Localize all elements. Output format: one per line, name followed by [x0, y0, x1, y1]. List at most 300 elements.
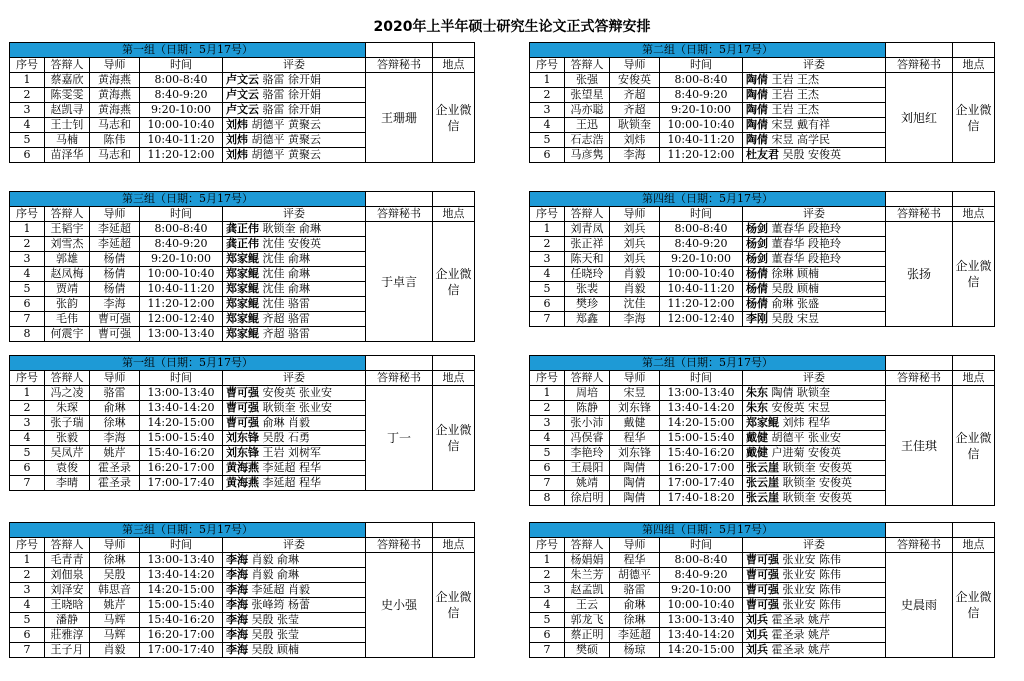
cell-index: 5	[530, 282, 565, 297]
cell-advisor: 杨倩	[90, 282, 140, 297]
cell-defender: 王迅	[565, 118, 610, 133]
group-title-blank	[886, 192, 953, 207]
cell-defender: 蔡嘉欣	[45, 73, 90, 88]
cell-defender: 吴凤芹	[45, 446, 90, 461]
cell-judges	[743, 133, 886, 148]
cell-judges	[223, 598, 366, 613]
judge-chair: 刘炜	[226, 118, 248, 131]
cell-judges	[743, 252, 886, 267]
judge-chair: 杨倩	[746, 297, 768, 310]
schedule-table	[9, 355, 475, 491]
column-header: 导师	[90, 207, 140, 222]
cell-location: 企业微信	[433, 386, 475, 491]
column-header: 答辩人	[45, 58, 90, 73]
column-header: 答辩秘书	[886, 58, 953, 73]
cell-advisor: 刘东锋	[610, 446, 660, 461]
judge-members: 沈佳 骆雷	[262, 297, 310, 310]
cell-index: 6	[10, 628, 45, 643]
cell-secretary: 王佳琪	[886, 386, 953, 506]
cell-judges	[743, 73, 886, 88]
cell-advisor: 刘兵	[610, 237, 660, 252]
schedule-table	[529, 191, 995, 327]
group-title-blank	[433, 192, 475, 207]
cell-time: 8:00-8:40	[660, 73, 743, 88]
cell-time: 11:20-12:00	[140, 148, 223, 163]
group-table	[9, 42, 475, 163]
judge-members: 沈佳 俞琳	[262, 267, 310, 280]
group-table	[529, 191, 995, 327]
cell-time: 11:20-12:00	[140, 297, 223, 312]
cell-time: 10:00-10:40	[660, 267, 743, 282]
judge-members: 户进菊 安俊英	[771, 446, 841, 459]
judge-chair: 曹可强	[226, 416, 259, 429]
judge-chair: 黄海燕	[226, 461, 259, 474]
cell-defender: 刘泽安	[45, 583, 90, 598]
cell-time: 8:40-9:20	[660, 237, 743, 252]
cell-index: 5	[10, 446, 45, 461]
cell-time: 9:20-10:00	[660, 583, 743, 598]
cell-judges	[743, 476, 886, 491]
judge-chair: 陶倩	[746, 103, 768, 116]
cell-time: 13:40-14:20	[140, 568, 223, 583]
cell-time: 10:40-11:20	[140, 282, 223, 297]
judge-chair: 杨剑	[746, 222, 768, 235]
judge-chair: 郑家鲲	[226, 312, 259, 325]
judge-members: 王岩 王杰	[771, 73, 819, 86]
judge-members: 沈佳 俞琳	[262, 252, 310, 265]
cell-defender: 刘青凤	[565, 222, 610, 237]
judge-chair: 曹可强	[226, 386, 259, 399]
judge-chair: 曹可强	[746, 598, 779, 611]
cell-index: 7	[10, 476, 45, 491]
cell-time: 10:00-10:40	[660, 118, 743, 133]
table-row	[10, 553, 475, 568]
judge-members: 安俊英 宋昱	[771, 401, 830, 414]
cell-defender: 朱兰芳	[565, 568, 610, 583]
cell-time: 17:00-17:40	[660, 476, 743, 491]
cell-judges	[223, 628, 366, 643]
cell-judges	[223, 386, 366, 401]
judge-chair: 卢文云	[226, 88, 259, 101]
cell-defender: 张小沛	[565, 416, 610, 431]
judge-chair: 黄海燕	[226, 476, 259, 489]
cell-judges	[743, 297, 886, 312]
cell-index: 4	[10, 267, 45, 282]
cell-index: 6	[530, 628, 565, 643]
cell-defender: 陈静	[565, 401, 610, 416]
group-title-blank	[366, 523, 433, 538]
cell-judges	[223, 643, 366, 658]
cell-defender: 王晓晗	[45, 598, 90, 613]
column-header: 地点	[433, 207, 475, 222]
cell-defender: 王士钊	[45, 118, 90, 133]
column-header: 地点	[953, 207, 995, 222]
column-header-row	[10, 538, 475, 553]
cell-judges	[223, 222, 366, 237]
cell-advisor: 杨琼	[610, 643, 660, 658]
cell-index: 3	[10, 583, 45, 598]
group-title-row	[530, 43, 995, 58]
cell-time: 8:00-8:40	[660, 222, 743, 237]
judge-chair: 戴健	[746, 431, 768, 444]
column-header: 导师	[90, 538, 140, 553]
cell-index: 8	[10, 327, 45, 342]
cell-advisor: 肖毅	[90, 643, 140, 658]
cell-index: 4	[10, 118, 45, 133]
judge-chair: 朱东	[746, 386, 768, 399]
cell-judges	[743, 282, 886, 297]
cell-index: 2	[530, 237, 565, 252]
schedule-table	[9, 191, 475, 342]
cell-defender: 马楠	[45, 133, 90, 148]
judge-chair: 刘炜	[226, 133, 248, 146]
cell-index: 4	[530, 267, 565, 282]
judge-members: 王岩 王杰	[771, 88, 819, 101]
judge-chair: 朱东	[746, 401, 768, 414]
judge-chair: 杜友君	[746, 148, 779, 161]
column-header: 评委	[223, 538, 366, 553]
cell-defender: 毛青青	[45, 553, 90, 568]
cell-defender: 袁俊	[45, 461, 90, 476]
cell-judges	[743, 312, 886, 327]
cell-index: 4	[10, 598, 45, 613]
cell-judges	[743, 446, 886, 461]
page-title: 2020年上半年硕士研究生论文正式答辩安排	[373, 19, 651, 35]
judge-members: 张业安 陈伟	[782, 553, 841, 566]
judge-members: 陶倩 耿锁奎	[771, 386, 830, 399]
cell-judges	[223, 613, 366, 628]
cell-time: 14:20-15:00	[140, 583, 223, 598]
cell-index: 2	[10, 88, 45, 103]
cell-advisor: 黄海燕	[90, 88, 140, 103]
cell-defender: 冯亦聪	[565, 103, 610, 118]
group-table	[529, 355, 995, 506]
judge-members: 李延超 肖毅	[251, 583, 310, 596]
column-header: 答辩秘书	[886, 207, 953, 222]
cell-defender: 周培	[565, 386, 610, 401]
judge-members: 吴殷 张莹	[251, 613, 299, 626]
judge-members: 刘炜 程华	[782, 416, 830, 429]
cell-advisor: 耿锁奎	[610, 118, 660, 133]
cell-judges	[223, 553, 366, 568]
table-row	[10, 386, 475, 401]
judge-members: 王岩 刘树军	[262, 446, 321, 459]
cell-judges	[743, 386, 886, 401]
cell-defender: 苗泽华	[45, 148, 90, 163]
table-row	[530, 386, 995, 401]
column-header: 答辩人	[565, 207, 610, 222]
cell-advisor: 吴殷	[90, 568, 140, 583]
cell-time: 9:20-10:00	[660, 252, 743, 267]
column-header: 评委	[743, 58, 886, 73]
cell-time: 15:40-16:20	[140, 613, 223, 628]
cell-time: 8:40-9:20	[660, 88, 743, 103]
column-header: 评委	[223, 371, 366, 386]
column-header: 序号	[10, 207, 45, 222]
cell-advisor: 李延超	[90, 222, 140, 237]
judge-members: 胡德平 黄聚云	[251, 133, 321, 146]
cell-advisor: 李海	[90, 431, 140, 446]
group-table	[529, 42, 995, 163]
cell-time: 9:20-10:00	[140, 252, 223, 267]
cell-index: 5	[530, 133, 565, 148]
cell-defender: 潘静	[45, 613, 90, 628]
cell-judges	[223, 446, 366, 461]
cell-index: 5	[10, 282, 45, 297]
cell-time: 13:00-13:40	[140, 386, 223, 401]
column-header: 时间	[140, 538, 223, 553]
cell-judges	[743, 628, 886, 643]
cell-advisor: 刘兵	[610, 222, 660, 237]
judge-members: 宋昱 高学民	[771, 133, 830, 146]
cell-advisor: 刘东锋	[610, 401, 660, 416]
cell-advisor: 骆雷	[610, 583, 660, 598]
cell-advisor: 程华	[610, 553, 660, 568]
cell-defender: 樊硕	[565, 643, 610, 658]
cell-defender: 刘雪杰	[45, 237, 90, 252]
group-title-row	[530, 523, 995, 538]
cell-index: 2	[530, 568, 565, 583]
schedule-table	[9, 42, 475, 163]
column-header: 序号	[530, 58, 565, 73]
judge-members: 肖毅 俞琳	[251, 568, 299, 581]
group-title-blank	[433, 356, 475, 371]
judge-chair: 杨倩	[746, 282, 768, 295]
cell-index: 5	[10, 613, 45, 628]
cell-location: 企业微信	[953, 73, 995, 163]
cell-judges	[223, 237, 366, 252]
judge-members: 骆雷 徐开娟	[262, 73, 321, 86]
cell-index: 1	[10, 386, 45, 401]
cell-defender: 张子瑞	[45, 416, 90, 431]
cell-advisor: 李海	[90, 297, 140, 312]
cell-defender: 王晨阳	[565, 461, 610, 476]
cell-advisor: 霍圣录	[90, 461, 140, 476]
cell-advisor: 徐琳	[610, 613, 660, 628]
group-title-blank	[366, 192, 433, 207]
cell-defender: 刘佃泉	[45, 568, 90, 583]
column-header: 导师	[90, 371, 140, 386]
table-row	[10, 73, 475, 88]
cell-index: 3	[10, 416, 45, 431]
judge-chair: 陶倩	[746, 133, 768, 146]
group-title-blank	[886, 356, 953, 371]
judge-chair: 卢文云	[226, 73, 259, 86]
cell-advisor: 黄海燕	[90, 103, 140, 118]
judge-members: 俞琳 肖毅	[262, 416, 310, 429]
cell-judges	[743, 118, 886, 133]
cell-index: 1	[530, 222, 565, 237]
cell-advisor: 徐琳	[90, 416, 140, 431]
judge-chair: 郑家鲲	[226, 252, 259, 265]
cell-advisor: 马辉	[90, 628, 140, 643]
cell-index: 2	[10, 568, 45, 583]
column-header: 评委	[223, 207, 366, 222]
cell-defender: 赵孟凯	[565, 583, 610, 598]
group-table	[9, 355, 475, 491]
column-header: 答辩人	[45, 538, 90, 553]
cell-judges	[223, 461, 366, 476]
group-title-blank	[433, 523, 475, 538]
judge-chair: 刘兵	[746, 643, 768, 656]
judge-members: 齐超 骆雷	[262, 312, 310, 325]
group-title-blank	[886, 43, 953, 58]
judge-chair: 郑家鲲	[746, 416, 779, 429]
column-header: 序号	[530, 371, 565, 386]
judge-chair: 张云崖	[746, 476, 779, 489]
cell-index: 1	[10, 553, 45, 568]
cell-time: 8:00-8:40	[140, 73, 223, 88]
judge-members: 吴殷 张莹	[251, 628, 299, 641]
cell-index: 1	[530, 386, 565, 401]
cell-judges	[743, 148, 886, 163]
cell-advisor: 姚芹	[90, 598, 140, 613]
group-title-row	[10, 43, 475, 58]
cell-time: 8:40-9:20	[140, 88, 223, 103]
cell-time: 10:00-10:40	[140, 267, 223, 282]
judge-members: 李延超 程华	[262, 461, 321, 474]
judge-chair: 张云崖	[746, 491, 779, 504]
cell-defender: 赵凯寻	[45, 103, 90, 118]
cell-judges	[743, 237, 886, 252]
cell-secretary: 张扬	[886, 222, 953, 327]
cell-secretary: 史小强	[366, 553, 433, 658]
judge-members: 吴殷 石勇	[262, 431, 310, 444]
judge-members: 霍圣录 姚芹	[771, 643, 830, 656]
cell-time: 10:40-11:20	[660, 133, 743, 148]
judge-members: 徐琳 顾楠	[771, 267, 819, 280]
cell-judges	[223, 267, 366, 282]
judge-members: 董春华 段艳玲	[771, 252, 841, 265]
cell-index: 5	[10, 133, 45, 148]
cell-index: 4	[530, 598, 565, 613]
judge-members: 耿锁奎 安俊英	[782, 491, 852, 504]
cell-judges	[223, 103, 366, 118]
cell-advisor: 陶倩	[610, 476, 660, 491]
cell-advisor: 程华	[610, 431, 660, 446]
column-header: 导师	[610, 371, 660, 386]
column-header-row	[10, 58, 475, 73]
cell-judges	[223, 252, 366, 267]
judge-members: 俞琳 张盛	[771, 297, 819, 310]
column-header: 序号	[10, 538, 45, 553]
cell-judges	[223, 118, 366, 133]
cell-index: 4	[10, 431, 45, 446]
cell-secretary: 于卓言	[366, 222, 433, 342]
judge-members: 齐超 骆雷	[262, 327, 310, 340]
cell-index: 3	[10, 252, 45, 267]
judge-members: 吴殷 顾楠	[771, 282, 819, 295]
cell-judges	[743, 401, 886, 416]
cell-advisor: 肖毅	[610, 282, 660, 297]
column-header: 评委	[743, 371, 886, 386]
column-header: 答辩人	[565, 371, 610, 386]
column-header: 时间	[140, 207, 223, 222]
judge-members: 肖毅 俞琳	[251, 553, 299, 566]
column-header: 答辩秘书	[366, 207, 433, 222]
cell-time: 17:40-18:20	[660, 491, 743, 506]
cell-advisor: 马志和	[90, 148, 140, 163]
cell-secretary: 王珊珊	[366, 73, 433, 163]
cell-time: 16:20-17:00	[660, 461, 743, 476]
cell-time: 9:20-10:00	[140, 103, 223, 118]
cell-advisor: 曹可强	[90, 327, 140, 342]
cell-judges	[743, 88, 886, 103]
cell-defender: 郭雄	[45, 252, 90, 267]
cell-defender: 张韵	[45, 297, 90, 312]
group-table	[9, 191, 475, 342]
cell-advisor: 霍圣录	[90, 476, 140, 491]
column-header-row	[530, 58, 995, 73]
cell-time: 13:00-13:40	[660, 613, 743, 628]
column-header: 答辩秘书	[366, 371, 433, 386]
cell-location: 企业微信	[433, 553, 475, 658]
cell-judges	[223, 401, 366, 416]
cell-index: 6	[10, 461, 45, 476]
column-header: 导师	[610, 538, 660, 553]
cell-index: 5	[530, 613, 565, 628]
cell-index: 6	[530, 297, 565, 312]
column-header: 答辩秘书	[886, 538, 953, 553]
judge-members: 耿锁奎 张业安	[262, 401, 332, 414]
cell-time: 13:40-14:20	[140, 401, 223, 416]
group-title-row	[530, 356, 995, 371]
column-header: 地点	[953, 538, 995, 553]
cell-defender: 毛伟	[45, 312, 90, 327]
cell-defender: 张裴	[565, 282, 610, 297]
cell-index: 1	[530, 553, 565, 568]
judge-members: 宋昱 戴有祥	[771, 118, 830, 131]
judge-members: 张业安 陈伟	[782, 568, 841, 581]
column-header-row	[530, 538, 995, 553]
cell-index: 7	[10, 312, 45, 327]
cell-defender: 马彦隽	[565, 148, 610, 163]
judge-members: 吴殷 顾楠	[251, 643, 299, 656]
cell-judges	[223, 583, 366, 598]
schedule-table	[9, 522, 475, 658]
cell-defender: 石志浩	[565, 133, 610, 148]
judge-members: 胡德平 张业安	[771, 431, 841, 444]
cell-judges	[743, 267, 886, 282]
cell-time: 10:00-10:40	[140, 118, 223, 133]
group-title-blank	[886, 523, 953, 538]
cell-time: 8:40-9:20	[660, 568, 743, 583]
cell-defender: 陈天和	[565, 252, 610, 267]
cell-judges	[743, 553, 886, 568]
cell-defender: 蔡正明	[565, 628, 610, 643]
table-row	[10, 222, 475, 237]
column-header: 评委	[223, 58, 366, 73]
cell-time: 15:00-15:40	[140, 431, 223, 446]
judge-chair: 曹可强	[746, 568, 779, 581]
judge-chair: 陶倩	[746, 118, 768, 131]
group-title: 第一组（日期：5月17号）	[10, 356, 366, 371]
cell-defender: 徐启明	[565, 491, 610, 506]
cell-defender: 王韬宇	[45, 222, 90, 237]
judge-members: 沈佳 安俊英	[262, 237, 321, 250]
cell-defender: 王云	[565, 598, 610, 613]
judge-chair: 郑家鲲	[226, 327, 259, 340]
cell-time: 15:40-16:20	[660, 446, 743, 461]
cell-judges	[743, 598, 886, 613]
schedule-table	[529, 522, 995, 658]
cell-location: 企业微信	[433, 222, 475, 342]
cell-advisor: 刘炜	[610, 133, 660, 148]
group-title: 第三组（日期：5月17号）	[10, 523, 366, 538]
cell-judges	[743, 583, 886, 598]
cell-defender: 何震宇	[45, 327, 90, 342]
cell-time: 10:40-11:20	[140, 133, 223, 148]
